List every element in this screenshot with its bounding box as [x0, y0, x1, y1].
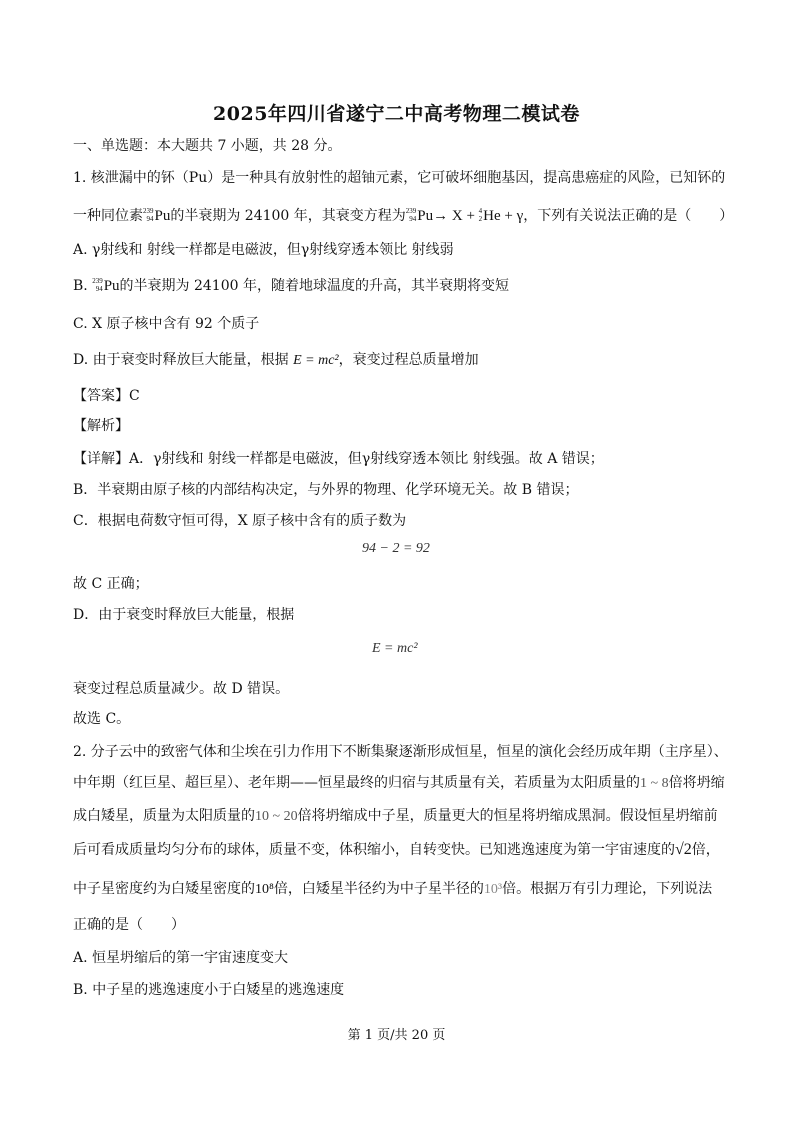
- detail-line-c: C．根据电荷数守恒可得，X 原子核中含有的质子数为: [73, 513, 407, 529]
- density-ratio: 10⁸: [255, 882, 274, 897]
- detail-line-a: 【详解】A．γ射线和 射线一样都是电磁波，但γ射线穿透本领比 射线强。故 A 错误；: [73, 451, 604, 467]
- q2-stem-line4: 后可看成质量均匀分布的球体，质量不变，体积缩小，自转变快。已知逃逸速度为第一宇宙速度的√2倍，: [73, 841, 720, 858]
- mass-range-2: 10 ~ 20: [255, 809, 298, 824]
- q1-option-a: A. γ射线和 射线一样都是电磁波，但γ射线穿透本领比 射线弱: [73, 242, 454, 258]
- pu-isotope-symbol: 239 94 Pu: [143, 206, 171, 224]
- q2-stem-line2: 中年期（红巨星、超巨星）、老年期——恒星最终的归宿与其质量有关，若质量为太阳质量的1 ~ 8倍将坍缩: [73, 775, 725, 791]
- radius-ratio: 10³: [483, 882, 503, 897]
- q1-stem-text-a: 一种同位素: [73, 208, 143, 224]
- q1-stem-text-b: 的半衰期为 24100 年，其衰变方程为: [170, 208, 406, 224]
- pu-isotope-symbol: 239 94 Pu: [92, 276, 120, 294]
- q1-option-c: C. X 原子核中含有 92 个质子: [73, 316, 260, 332]
- q2-option-b: B. 中子星的逃逸速度小于白矮星的逃逸速度: [73, 982, 345, 998]
- detail-line-d: D．由于衰变时释放巨大能量，根据: [73, 607, 295, 623]
- page-footer: 第 1 页/共 20 页: [347, 1028, 446, 1043]
- q2-stem-line3: 成白矮星，质量为太阳质量的10 ~ 20倍将坍缩成中子星，质量更大的恒星将坍缩成黑洞。假设恒星坍缩前: [73, 808, 718, 824]
- q2-stem-line1: 2. 分子云中的致密气体和尘埃在引力作用下不断集聚逐渐形成恒星，恒星的演化会经历成年期（主序星）、: [73, 744, 728, 760]
- detail-line-d-conclusion: 衰变过程总质量减少。故 D 错误。: [73, 681, 290, 697]
- final-choice: 故选 C。: [73, 711, 131, 727]
- detail-line-b: B．半衰期由原子核的内部结构决定，与外界的物理、化学环境无关。故 B 错误；: [73, 482, 579, 498]
- detail-line-c-conclusion: 故 C 正确；: [73, 576, 149, 592]
- q1-option-d: D. 由于衰变时释放巨大能量，根据 E = mc²，衰变过程总质量增加: [73, 352, 479, 368]
- energy-equation-inline: E = mc²: [293, 353, 339, 368]
- proton-count-equation: 94 − 2 = 92: [362, 541, 430, 556]
- mass-range-1: 1 ~ 8: [640, 776, 669, 791]
- q1-stem-text-c: ，下列有关说法正确的是（ ）: [523, 208, 734, 224]
- decay-equation: 239 94 Pu→ X + 4 2 He + γ: [405, 206, 524, 224]
- section-heading: 一、单选题：本大题共 7 小题，共 28 分。: [73, 138, 342, 154]
- q1-option-b: B. 239 94 Pu的半衰期为 24100 年，随着地球温度的升高，其半衰期将变短: [73, 276, 509, 297]
- page-title: 2025年四川省遂宁二中高考物理二模试卷: [213, 103, 580, 125]
- analysis-label: 【解析】: [73, 418, 129, 434]
- q2-stem-line5: 中子星密度约为白矮星密度的10⁸倍，白矮星半径约为中子星半径的10³倍。根据万有引力理论，下列说法: [73, 881, 713, 897]
- q1-stem-line1: 1. 核泄漏中的钚（Pu）是一种具有放射性的超铀元素，它可破坏细胞基因，提高患癌症的风险，已知钚的: [73, 170, 726, 186]
- answer-label: 【答案】C: [73, 388, 140, 404]
- q2-option-a: A. 恒星坍缩后的第一宇宙速度变大: [73, 950, 289, 966]
- energy-equation: E = mc²: [372, 641, 418, 656]
- q2-stem-line6: 正确的是（ ）: [73, 917, 185, 933]
- sqrt-two: √2: [675, 841, 692, 858]
- q1-stem-line2: [73, 206, 733, 227]
